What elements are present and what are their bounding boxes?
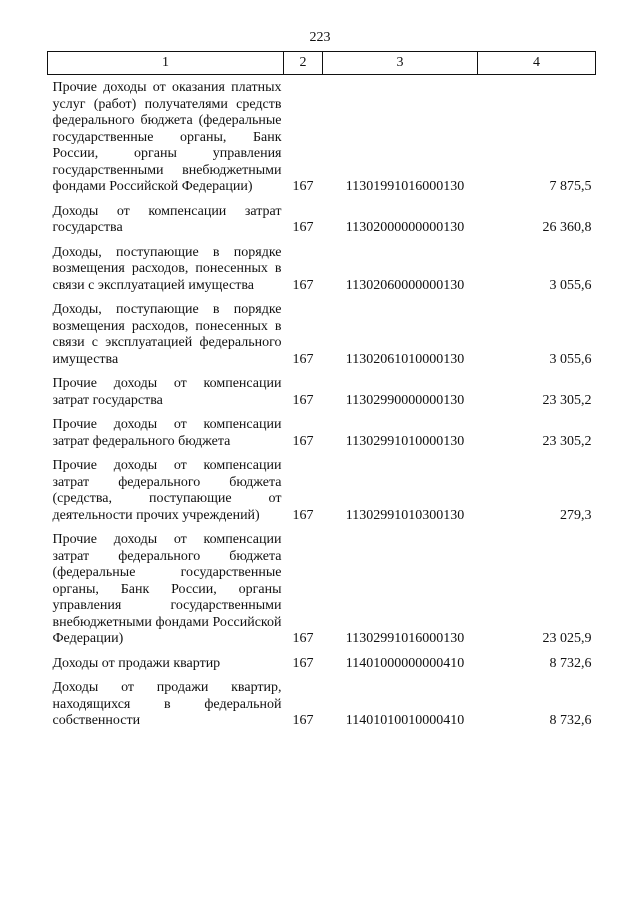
budget-classification-code: 11302990000000130 xyxy=(345,392,465,408)
table-row xyxy=(48,409,596,450)
header-row xyxy=(48,52,596,75)
budget-classification-code: 11301991016000130 xyxy=(345,179,465,194)
revenue-name: Доходы от компенсации затрат государства xyxy=(52,203,282,235)
administrator-code: 167 xyxy=(292,433,314,449)
table-row xyxy=(48,524,596,648)
amount: 8 732,6 xyxy=(549,713,592,728)
administrator-code: 167 xyxy=(292,713,314,728)
administrator-code: 167 xyxy=(292,220,314,235)
amount: 7 875,5 xyxy=(549,179,592,194)
table-row xyxy=(48,368,596,409)
administrator-code: 167 xyxy=(292,179,314,194)
column-header-1: 1 xyxy=(48,52,284,75)
budget-classification-code: 11302991010000130 xyxy=(345,433,465,449)
revenue-name: Прочие доходы от компенсации затрат федерального бюджета (федеральные государственные органы, Банк России, органы управления государственными внебюджетными фондами Российской Федерации) xyxy=(52,532,282,646)
column-header-3: 3 xyxy=(323,52,478,75)
revenue-table xyxy=(47,51,596,730)
administrator-code: 167 xyxy=(292,507,314,523)
budget-classification-code: 11302060000000130 xyxy=(345,277,465,293)
amount: 23 305,2 xyxy=(542,392,592,408)
administrator-code: 167 xyxy=(292,392,314,408)
revenue-name: Прочие доходы от компенсации затрат федерального бюджета xyxy=(52,417,282,449)
administrator-code: 167 xyxy=(292,631,314,646)
amount: 279,3 xyxy=(560,507,592,523)
table-row xyxy=(48,294,596,368)
page-number: 223 xyxy=(309,30,331,45)
table-row xyxy=(48,237,596,295)
table-row xyxy=(48,648,596,673)
revenue-name: Доходы, поступающие в порядке возмещения расходов, понесенных в связи с эксплуатацией имущества xyxy=(52,244,282,293)
revenue-name: Прочие доходы от оказания платных услуг (работ) получателями средств федерального бюджета (федеральные государственные органы, Банк России, органы управления государственными внебюджетными фондами Российской Федерации) xyxy=(52,80,282,194)
table-header xyxy=(48,52,596,75)
revenue-name: Доходы от продажи квартир, находящихся в федеральной собственности xyxy=(52,680,282,728)
budget-classification-code: 11401000000000410 xyxy=(345,655,465,671)
table-row xyxy=(48,75,596,196)
budget-classification-code: 11302991010300130 xyxy=(345,507,465,523)
administrator-code: 167 xyxy=(292,655,314,671)
amount: 26 360,8 xyxy=(542,220,592,235)
budget-classification-code: 11302991016000130 xyxy=(345,631,465,646)
amount: 23 305,2 xyxy=(542,433,592,449)
table-body xyxy=(48,75,596,730)
amount: 23 025,9 xyxy=(542,631,592,646)
revenue-name: Доходы, поступающие в порядке возмещения расходов, понесенных в связи с эксплуатацией федерального имущества xyxy=(52,302,282,367)
budget-classification-code: 11401010010000410 xyxy=(345,713,465,728)
column-header-4: 4 xyxy=(478,52,596,75)
table-row xyxy=(48,672,596,730)
amount: 3 055,6 xyxy=(549,351,592,367)
revenue-name: Доходы от продажи квартир xyxy=(52,655,221,671)
budget-classification-code: 11302061010000130 xyxy=(345,351,465,367)
revenue-name: Прочие доходы от компенсации затрат федерального бюджета (средства, поступающие от деятельности прочих учреждений) xyxy=(52,458,282,523)
budget-classification-code: 11302000000000130 xyxy=(345,220,465,235)
table-row xyxy=(48,196,596,237)
table-row xyxy=(48,450,596,524)
column-header-2: 2 xyxy=(284,52,323,75)
amount: 8 732,6 xyxy=(549,655,592,671)
administrator-code: 167 xyxy=(292,351,314,367)
revenue-name: Прочие доходы от компенсации затрат государства xyxy=(52,376,282,408)
amount: 3 055,6 xyxy=(549,277,592,293)
administrator-code: 167 xyxy=(292,277,314,293)
